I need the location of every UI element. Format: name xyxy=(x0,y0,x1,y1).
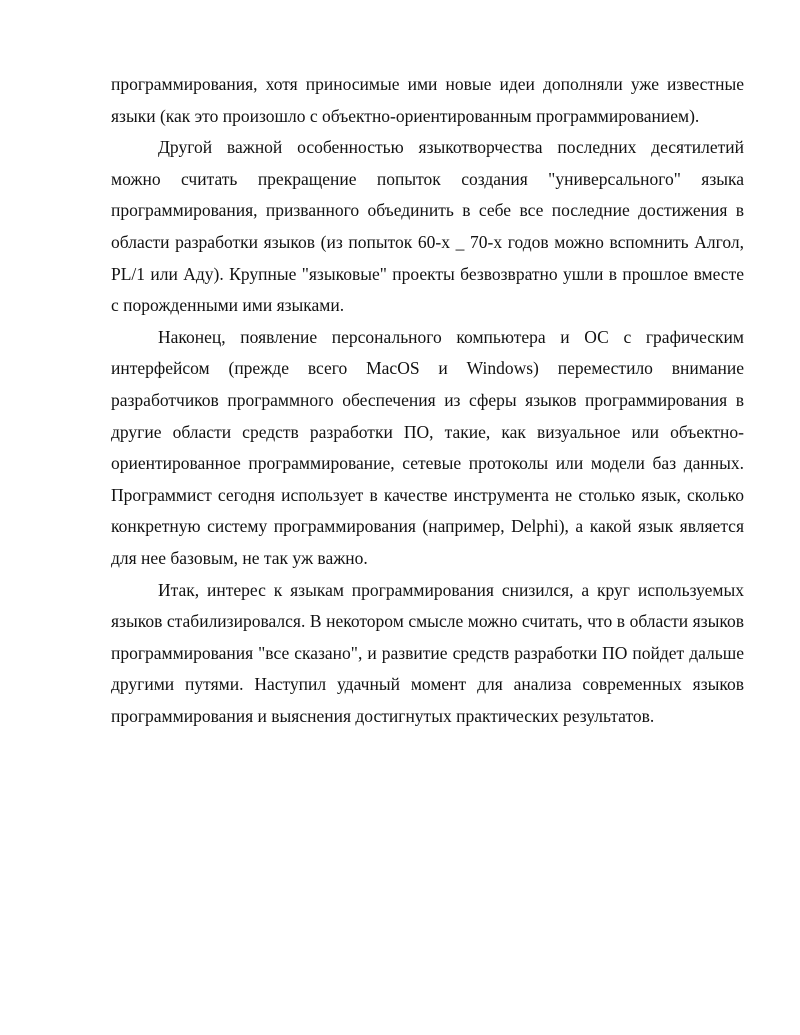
paragraph-conclusion: Итак, интерес к языкам программирования снизился, а круг используемых языков стабилизировался. В некотором смысле можно считать, что в области языков программирования "все сказано", и развитие средств разработки ПО пойдет дальше другими путями. Наступил удачный момент для анализа современных языков программирования и выяснения достигнутых практических результатов. xyxy=(111,579,744,726)
paragraph-continuation: программирования, хотя приносимые ими новые идеи дополняли уже известные языки (как это произошло с объектно-ориентированным программированием). xyxy=(111,74,744,126)
paragraph-language-creation: Другой важной особенностью языкотворчества последних десятилетий можно считать прекращение попыток создания "универсального" языка программирования, призванного объединить в себе все последние достижения в области разработки языков (из попыток 60-х _ 70-х годов можно вспомнить Алгол, PL/1 или Аду). Крупные "языковые" проекты безвозвратно ушли в прошлое вместе с порожденными ими языками. xyxy=(111,137,744,316)
paragraph-personal-computer: Наконец, появление персонального компьютера и ОС с графическим интерфейсом (прежде всего MacOS и Windows) переместило внимание разработчиков программного обеспечения из сферы языков программирования в другие области средств разработки ПО, такие, как визуальное или объектно-ориентированное программирование, сетевые протоколы или модели баз данных. Программист сегодня использует в качестве инструмента не столько язык, сколько конкретную систему программирования (например, Delphi), а какой язык является для нее базовым, не так уж важно. xyxy=(111,326,744,568)
